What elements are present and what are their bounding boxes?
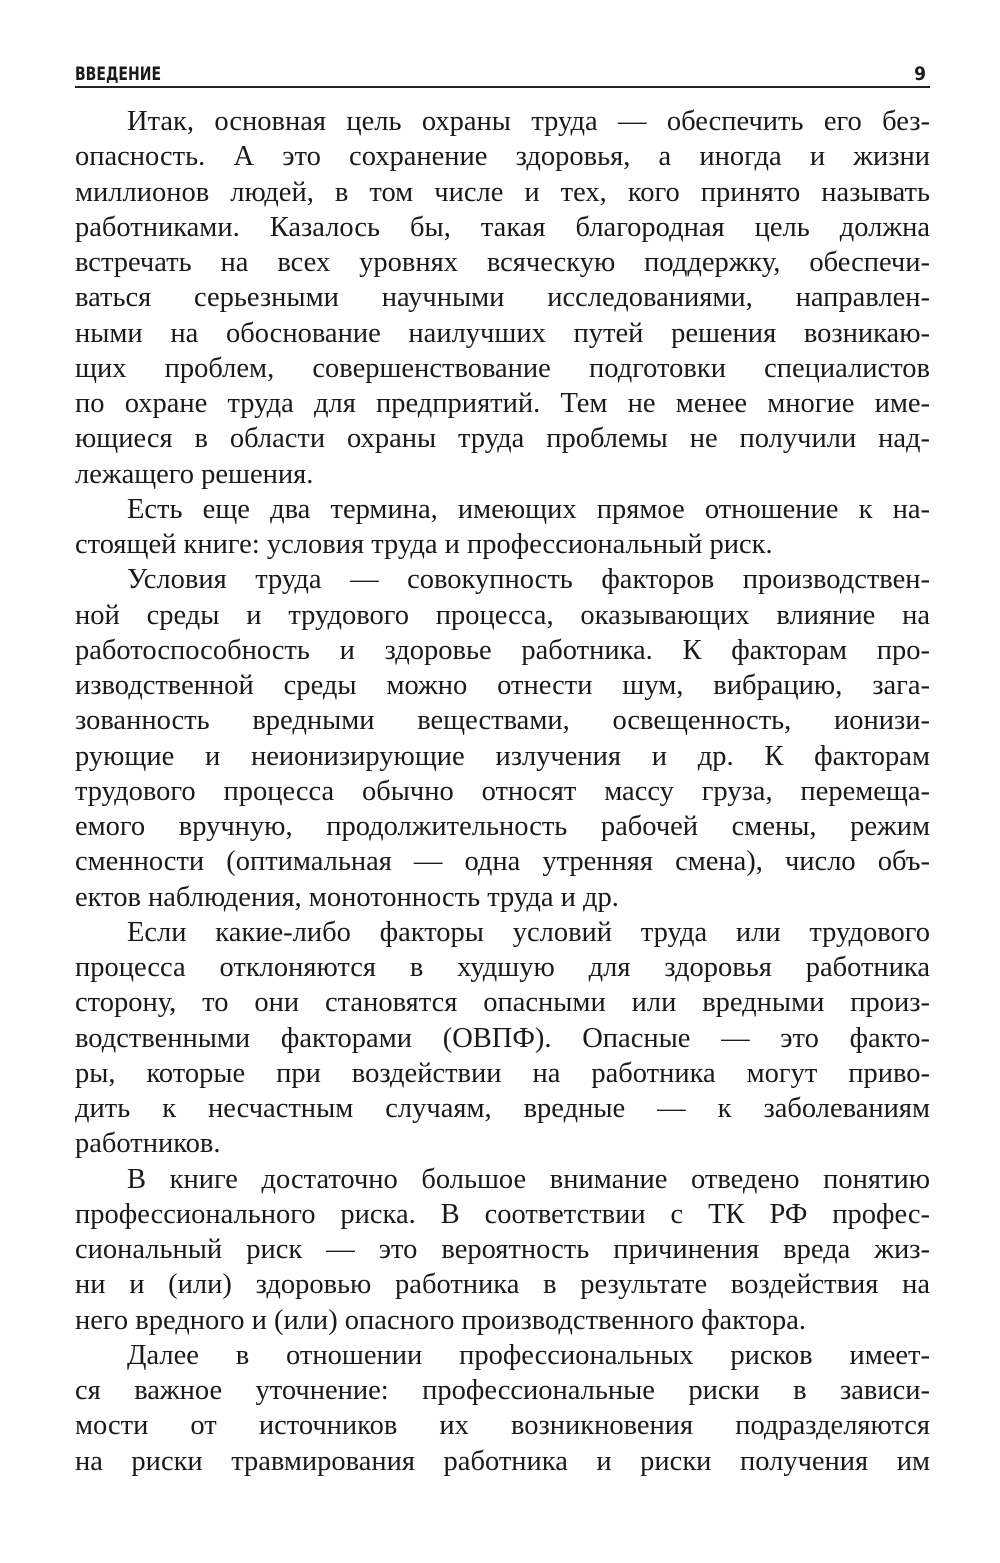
text-line: мости от источников их возникновения подразделяются xyxy=(75,1410,930,1442)
paragraph xyxy=(75,562,930,915)
text-line: ной среды и трудового процесса, оказывающих влияние на xyxy=(75,599,930,631)
text-line: на риски травмирования работника и риски получения им xyxy=(75,1445,930,1477)
paragraph xyxy=(75,492,930,563)
text-line: него вредного и (или) опасного производственного фактора. xyxy=(75,1304,807,1336)
text-line: работоспособность и здоровье работника. К факторам про- xyxy=(75,634,930,666)
section-title: ВВЕДЕНИЕ xyxy=(75,63,162,85)
text-line: профессионального риска. В соответствии с ТК РФ профес- xyxy=(75,1198,930,1230)
paragraph xyxy=(75,104,930,492)
text-line: дить к несчастным случаям, вредные — к заболеваниям xyxy=(75,1093,930,1124)
page-number: 9 xyxy=(914,63,926,85)
text-line: емого вручную, продолжительность рабочей смены, режим xyxy=(75,811,930,842)
text-line: сторону, то они становятся опасными или вредными произ- xyxy=(75,987,930,1019)
text-line: ектов наблюдения, монотонность труда и др. xyxy=(75,881,619,913)
text-line: ни и (или) здоровью работника в результате воздействия на xyxy=(75,1269,930,1301)
text-line: процесса отклоняются в худшую для здоровья работника xyxy=(75,952,930,983)
text-line: изводственной среды можно отнести шум, вибрацию, зага- xyxy=(75,670,930,701)
running-header xyxy=(75,62,930,88)
text-line: ющиеся в области охраны труда проблемы не получили над- xyxy=(75,423,930,455)
text-line: Далее в отношении профессиональных рисков имеет- xyxy=(127,1339,930,1371)
text-line: сиональный риск — это вероятность причинения вреда жиз- xyxy=(75,1234,930,1265)
text-line: миллионов людей, в том числе и тех, кого принято называть xyxy=(75,176,930,208)
text-line: В книге достаточно большое внимание отведено понятию xyxy=(127,1163,930,1195)
text-line: Если какие-либо факторы условий труда или трудового xyxy=(127,916,930,948)
text-line: лежащего решения. xyxy=(75,458,314,490)
text-line: опасность. А это сохранение здоровья, а иногда и жизни xyxy=(75,141,930,173)
text-line: рующие и неионизирующие излучения и др. К факторам xyxy=(75,740,930,772)
text-line: Есть еще два термина, имеющих прямое отношение к на- xyxy=(127,493,930,525)
paragraph xyxy=(75,1338,930,1479)
paragraph xyxy=(75,915,930,1162)
text-line: водственными факторами (ОВПФ). Опасные — это факто- xyxy=(75,1022,930,1054)
paragraph xyxy=(75,1162,930,1338)
text-line: Условия труда — совокупность факторов производствен- xyxy=(127,564,930,596)
text-line: ся важное уточнение: профессиональные риски в зависи- xyxy=(75,1375,930,1406)
text-line: сменности (оптимальная — одна утренняя смена), число объ- xyxy=(75,846,930,878)
text-line: зованность вредными веществами, освещенность, ионизи- xyxy=(75,705,930,737)
text-line: щих проблем, совершенствование подготовки специалистов xyxy=(75,352,930,384)
text-line: работников. xyxy=(75,1128,221,1160)
text-line: трудового процесса обычно относят массу груза, перемеща- xyxy=(75,775,930,807)
text-line: по охране труда для предприятий. Тем не менее многие име- xyxy=(75,388,930,419)
text-line: стоящей книге: условия труда и профессиональный риск. xyxy=(75,529,773,560)
text-line: встречать на всех уровнях всяческую поддержку, обеспечи- xyxy=(75,247,930,278)
text-line: ваться серьезными научными исследованиями, направлен- xyxy=(75,282,930,314)
text-line: ры, которые при воздействии на работника могут приво- xyxy=(75,1057,930,1089)
text-line: работниками. Казалось бы, такая благородная цель должна xyxy=(75,211,930,243)
text-line: Итак, основная цель охраны труда — обеспечить его без- xyxy=(127,106,930,137)
page-body xyxy=(75,104,930,1479)
text-line: ными на обоснование наилучших путей решения возникаю- xyxy=(75,317,930,349)
